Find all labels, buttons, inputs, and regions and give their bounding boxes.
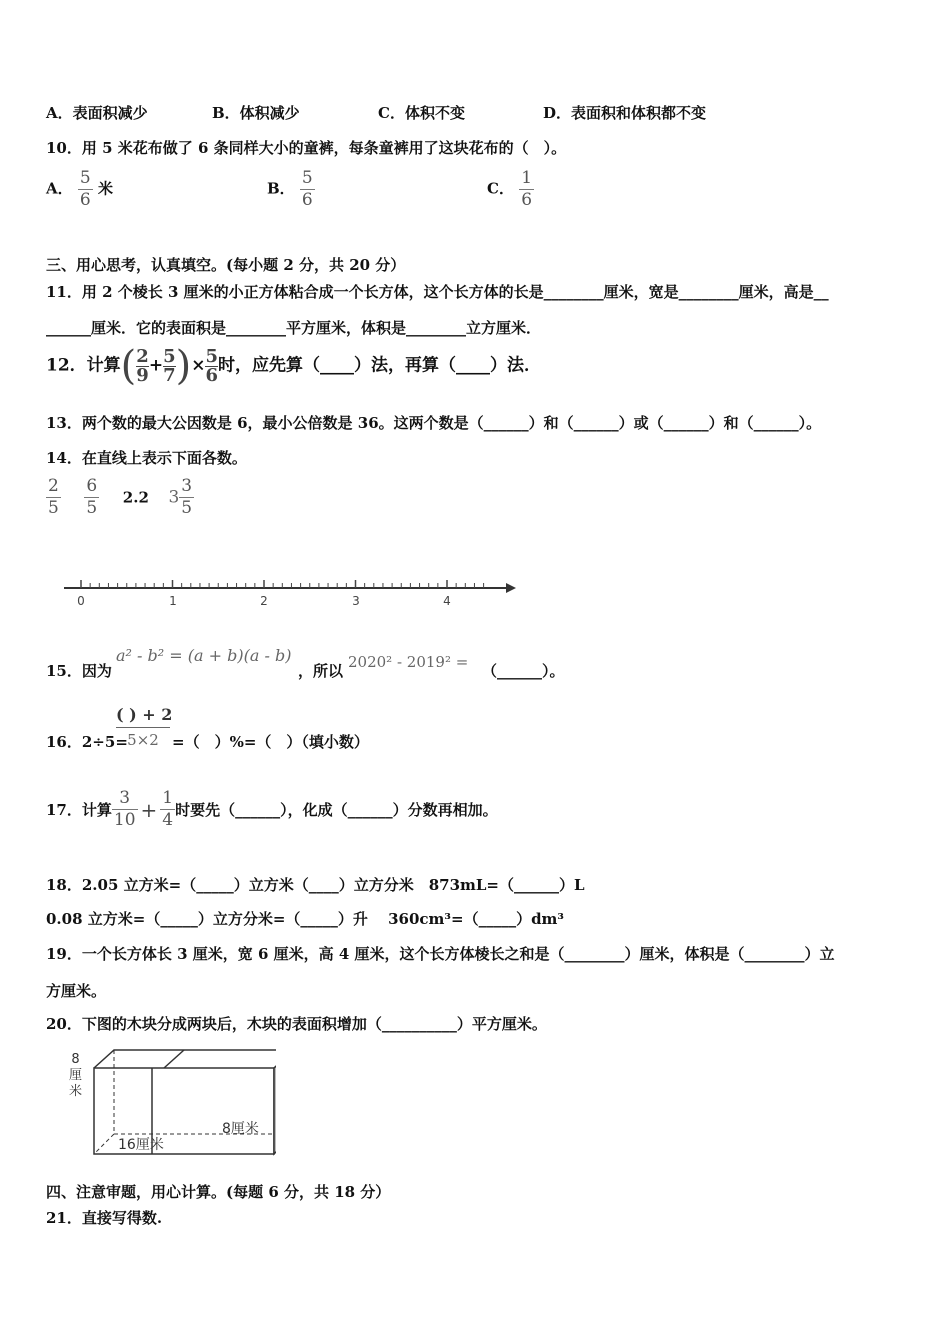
q21: 21．直接写得数. xyxy=(46,1209,163,1227)
fraction: $\frac{2}{5}$ xyxy=(48,476,59,518)
q14-numbers xyxy=(46,478,194,517)
option-label: B． xyxy=(267,179,295,198)
q15-middle: ，所以 xyxy=(298,662,344,680)
q15-suffix: （______）。 xyxy=(482,662,565,680)
fraction: $\frac{3}{10}$ xyxy=(113,788,136,830)
wooden-block-diagram xyxy=(66,1046,276,1156)
axis-label: 1 xyxy=(169,594,177,608)
times-sign: × xyxy=(191,355,206,376)
fraction: $\frac{5}{6}$ xyxy=(205,345,218,386)
number-line xyxy=(60,576,520,610)
q10-option-c xyxy=(487,170,534,209)
q10-text: 10．用 5 米花布做了 6 条同样大小的童裤，每条童裤用了这块花布的（ ）。 xyxy=(46,139,567,157)
q19-line2: 方厘米。 xyxy=(46,982,107,1000)
q11-line2: ______厘米．它的表面积是________平方厘米，体积是________立方厘米． xyxy=(46,319,542,337)
mixed-whole: 3 xyxy=(168,487,180,508)
axis-ticks xyxy=(81,580,484,588)
q13: 13．两个数的最大公因数是 6，最小公倍数是 36。这两个数是（______）和（______）或（______）和（______）。 xyxy=(46,414,822,432)
q18-line1: 18．2.05 立方米=（_____）立方米（____）立方分米 873mL=（______）L xyxy=(46,876,585,894)
axis-label: 4 xyxy=(443,594,451,608)
q12-suffix: 时，应先算（____）法，再算（____）法． xyxy=(217,355,541,376)
option-label: A． xyxy=(46,179,73,198)
q18-line2: 0.08 立方米=（_____）立方分米=（_____）升 360cm³=（_____）dm³ xyxy=(46,910,564,928)
q9-option-b: B．体积减少 xyxy=(212,104,300,122)
fraction: $\frac{5}{6}$ xyxy=(301,168,313,210)
q15-formula: a² - b² = (a + b)(a - b) xyxy=(116,646,292,665)
q10-option-a xyxy=(46,170,113,209)
label-depth: 8厘米 xyxy=(222,1121,259,1137)
q12-prefix: 12．计算 xyxy=(46,355,121,376)
fraction: $\frac{5}{6}$ xyxy=(79,168,91,210)
q9-option-a: A．表面积减少 xyxy=(46,104,148,122)
fraction: $\frac{5}{7}$ xyxy=(163,345,176,386)
axis-label: 3 xyxy=(352,594,360,608)
section-3-heading: 三、用心思考，认真填空。(每小题 2 分，共 20 分） xyxy=(46,256,406,274)
q15-prefix: 15．因为 xyxy=(46,662,112,680)
split-line-top xyxy=(164,1050,184,1068)
q17-suffix: 时要先（______），化成（______）分数再相加。 xyxy=(175,801,498,819)
q16-suffix: =（ ）%=（ ）（填小数） xyxy=(172,733,369,751)
q11-line1: 11．用 2 个棱长 3 厘米的小正方体粘合成一个长方体，这个长方体的长是________厘米，宽是________厘米，高是__ xyxy=(46,283,829,301)
q20-text: 20．下图的木块分成两块后，木块的表面积增加（__________）平方厘米。 xyxy=(46,1015,547,1033)
right-paren: ) xyxy=(175,343,192,389)
q15-expression: 2020² - 2019² = xyxy=(348,653,469,671)
label-height-num: 8 xyxy=(71,1052,80,1067)
fraction-denominator: 5×2 xyxy=(116,727,170,749)
fraction: $\frac{1}{6}$ xyxy=(521,168,533,210)
fraction: $\frac{2}{9}$ xyxy=(136,345,149,386)
fraction-numerator: ( ) + 2 xyxy=(116,705,173,724)
q17-prefix: 17．计算 xyxy=(46,801,112,819)
option-label: C． xyxy=(487,179,514,198)
fraction: $\frac{3}{5}$ xyxy=(181,476,193,518)
right-face xyxy=(274,1050,276,1154)
q12 xyxy=(46,343,541,389)
q19-line1: 19．一个长方体长 3 厘米，宽 6 厘米，高 4 厘米，这个长方体棱长之和是（________）厘米，体积是（________）立 xyxy=(46,945,835,963)
q17 xyxy=(46,790,498,829)
q16-fraction xyxy=(116,705,173,749)
fraction: $\frac{6}{5}$ xyxy=(86,476,98,518)
unit: 米 xyxy=(97,179,113,198)
section-4-heading: 四、注意审题，用心计算。(每题 6 分，共 18 分） xyxy=(46,1183,391,1201)
axis-label: 2 xyxy=(260,594,268,608)
plus-sign: + xyxy=(148,355,164,376)
left-paren: ( xyxy=(120,343,137,389)
q9-option-c: C．体积不变 xyxy=(378,104,465,122)
q10-option-b xyxy=(267,170,315,209)
axis-label: 0 xyxy=(77,594,85,608)
plus-sign: + xyxy=(140,797,158,822)
hidden-edge xyxy=(94,1134,114,1154)
top-face xyxy=(94,1050,276,1068)
fraction: $\frac{1}{4}$ xyxy=(162,788,174,830)
decimal-number: 2.2 xyxy=(122,488,149,507)
label-length: 16厘米 xyxy=(118,1137,164,1153)
q9-option-d: D．表面积和体积都不变 xyxy=(543,104,707,122)
label-height-unit: 厘 xyxy=(69,1068,83,1083)
label-height xyxy=(69,1052,82,1100)
axis-arrow-icon xyxy=(506,583,516,593)
label-height-unit: 米 xyxy=(69,1084,83,1099)
q14-text: 14．在直线上表示下面各数。 xyxy=(46,449,247,467)
q16-prefix: 16．2÷5= xyxy=(46,733,128,751)
